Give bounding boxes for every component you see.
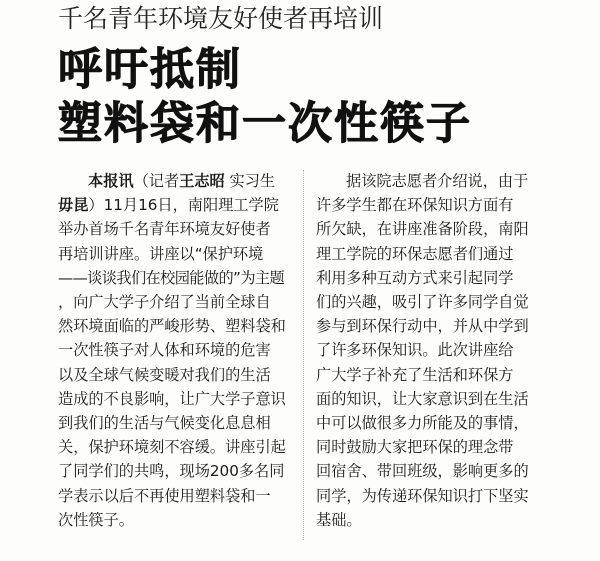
article-body-right-column	[316, 169, 556, 532]
article-subheadline: 千名青年环境友好使者再培训	[58, 4, 384, 33]
byline-line	[58, 169, 294, 193]
body-text-line: 再培训讲座。讲座以“保护环境	[58, 244, 264, 263]
body-text-line: 回宿舍、带回班级，影响更多的	[316, 462, 529, 481]
article-headline-line-1: 呼吁抵制	[58, 44, 242, 95]
body-text-line: 以及全球气候变暖对我们的生活	[58, 365, 271, 384]
body-text-line: 举办首场千名青年环境友好使者	[58, 220, 271, 239]
body-text-line: ——谈谈我们在校园能做的”为主题	[58, 268, 285, 287]
body-text-line: 然环境面临的严峻形势、塑料袋和	[58, 317, 286, 336]
body-text-line: 造成的不良影响，让广大学子意识	[58, 389, 286, 408]
body-text-line: 理工学院的环保志愿者们通过	[316, 244, 514, 263]
body-text-line: 面的知识，让大家意识到在生活	[316, 389, 529, 408]
body-text-line: 一次性筷子对人体和环境的危害	[58, 341, 271, 360]
dateline-text: ）11月16日，南阳理工学院	[88, 196, 279, 215]
article-body-left-column	[58, 169, 294, 532]
byline-line-2	[58, 193, 294, 217]
body-text-line: 所欠缺，在讲座准备阶段，南阳	[316, 220, 529, 239]
body-text-line: 到我们的生活与气候变化息息相	[58, 414, 271, 433]
body-text-line: 们的兴趣，吸引了许多同学自觉	[316, 293, 529, 312]
body-text-line: 关，保护环境刻不容缓。讲座引起	[58, 438, 286, 457]
intern-name: 毋昆	[58, 196, 89, 215]
body-text-line: ，向广大学子介绍了当前全球自	[58, 293, 271, 312]
body-text-line: 了许多环保知识。此次讲座给	[316, 341, 514, 360]
body-text-line: 参与到环保行动中，并从中学到	[316, 317, 529, 336]
reporter-name: 王志昭	[179, 172, 225, 190]
body-text-line: 广大学子补充了生活和环保方	[316, 365, 514, 384]
body-text-line: 了同学们的共鸣，现场200多名同	[58, 462, 285, 481]
byline-intern-label: 实习生	[224, 172, 276, 190]
body-text-line: 基础。	[316, 510, 362, 529]
body-text-line: 同学，为传递环保知识打下坚实	[316, 486, 529, 505]
body-text-line: 许多学生都在环保知识方面有	[316, 196, 514, 215]
body-text-line: 同时鼓励大家把环保的理念带	[316, 438, 514, 457]
body-text-line: 利用多种互动方式来引起同学	[316, 268, 514, 287]
body-text-line: 中可以做很多力所能及的事情，	[316, 414, 529, 433]
column-divider	[303, 170, 304, 540]
article-headline-line-2: 塑料袋和一次性筷子	[58, 98, 472, 149]
byline-paren-open: （记者	[133, 172, 180, 190]
body-text-line: 学表示以后不再使用塑料袋和一	[58, 486, 271, 505]
dateline-label: 本报讯	[88, 172, 134, 190]
body-text-line: 次性筷子。	[58, 510, 134, 529]
body-text-line: 据该院志愿者介绍说，由于	[346, 172, 529, 190]
